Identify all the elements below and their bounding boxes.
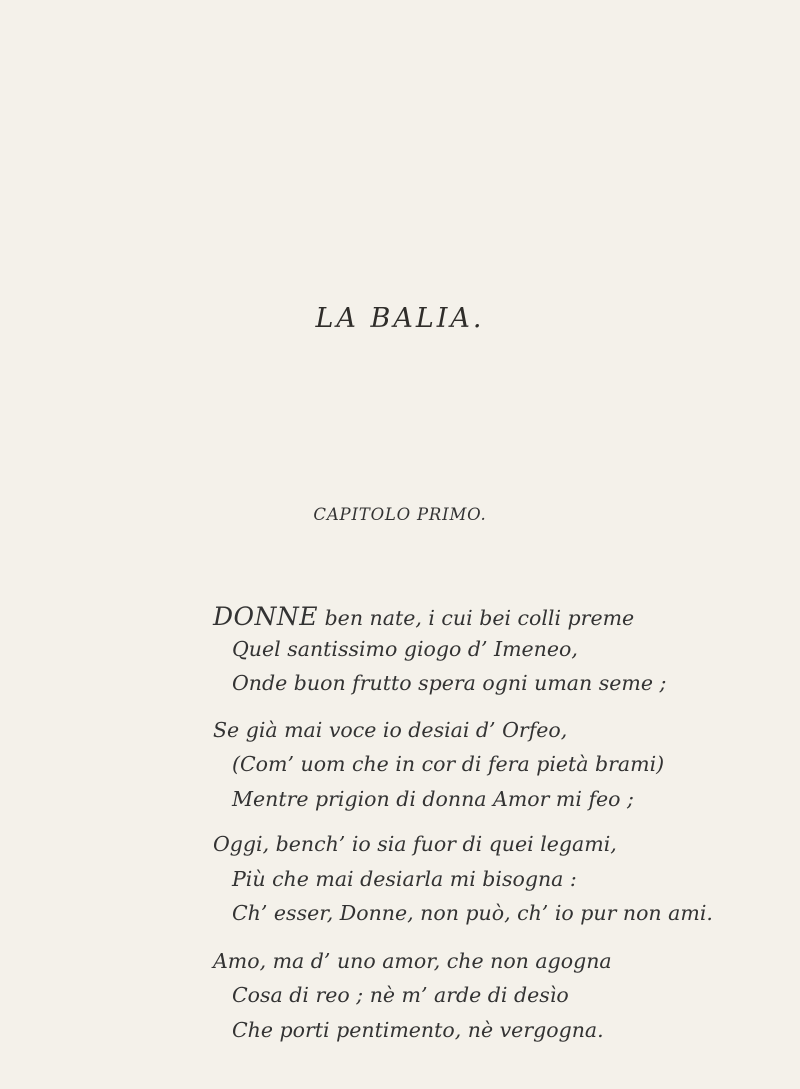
poem-line: Più che mai desiarla mi bisogna :	[232, 867, 577, 891]
poem-line: Ch’ esser, Donne, non può, ch’ io pur non ami.	[232, 901, 713, 925]
poem-line: (Com’ uom che in cor di fera pietà brami)	[232, 752, 665, 776]
page-title: LA BALIA.	[315, 303, 485, 334]
first-line-rest: ben nate, i cui bei colli preme	[318, 606, 635, 630]
poem-line: Mentre prigion di donna Amor mi feo ;	[232, 787, 634, 811]
poem-line: Amo, ma d’ uno amor, che non agogna	[213, 949, 612, 973]
poem-line: Se già mai voce io desiai d’ Orfeo,	[213, 718, 568, 742]
poem-line: Quel santissimo giogo d’ Imeneo,	[232, 637, 578, 661]
poem-line: Onde buon frutto spera ogni uman seme ;	[232, 671, 667, 695]
poem-line: Cosa di reo ; nè m’ arde di desìo	[232, 983, 569, 1007]
poem-line-1	[213, 602, 634, 631]
first-word: DONNE	[213, 602, 319, 631]
poem-line: Che porti pentimento, nè vergogna.	[232, 1018, 604, 1042]
poem-line: Oggi, bench’ io sia fuor di quei legami,	[213, 832, 617, 856]
chapter-heading: CAPITOLO PRIMO.	[313, 505, 487, 524]
